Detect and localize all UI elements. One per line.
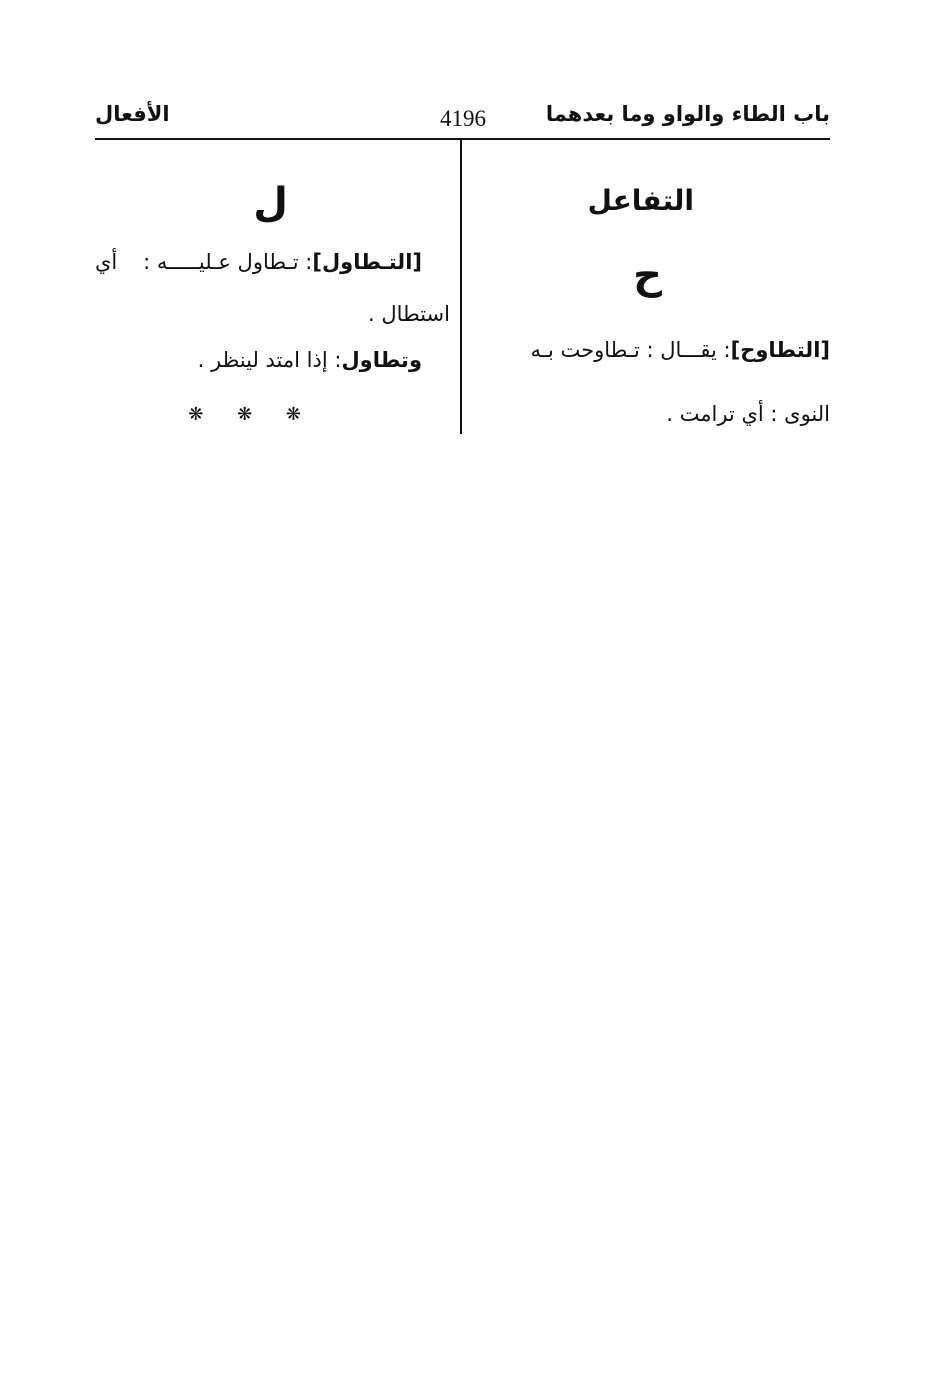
header-rule: [95, 138, 830, 140]
entry-line: [143, 250, 422, 274]
entry-term: [التـطاول]: [312, 250, 422, 274]
chapter-title: باب الطاء والواو وما بعدهما: [545, 102, 830, 126]
entry-line-end: أي: [95, 250, 118, 274]
page-header: [95, 100, 830, 138]
entry-term: [التطاوح]: [730, 338, 830, 362]
page-number: 4196: [440, 106, 486, 131]
entry-line: استطال .: [367, 302, 450, 326]
letter-heading: ح: [633, 252, 662, 298]
column-divider: [460, 139, 462, 434]
entry-text: : إذا امتد لينظر .: [197, 348, 342, 372]
entry-text: : يقـــال : تـطاوحت بـه: [530, 338, 731, 362]
section-separator: ❋ ❋ ❋: [188, 404, 315, 425]
section-running-title: الأفعال: [95, 102, 170, 126]
section-heading: التفاعل: [587, 184, 694, 217]
entry-text: : تـطاول عـليـــــه :: [143, 250, 313, 274]
entry-line: النوى : أي ترامت .: [666, 402, 830, 426]
entry-term: وتطاول: [341, 348, 422, 372]
entry-line: [198, 348, 422, 372]
entry-line: [531, 338, 830, 362]
letter-heading: ل: [253, 180, 288, 226]
